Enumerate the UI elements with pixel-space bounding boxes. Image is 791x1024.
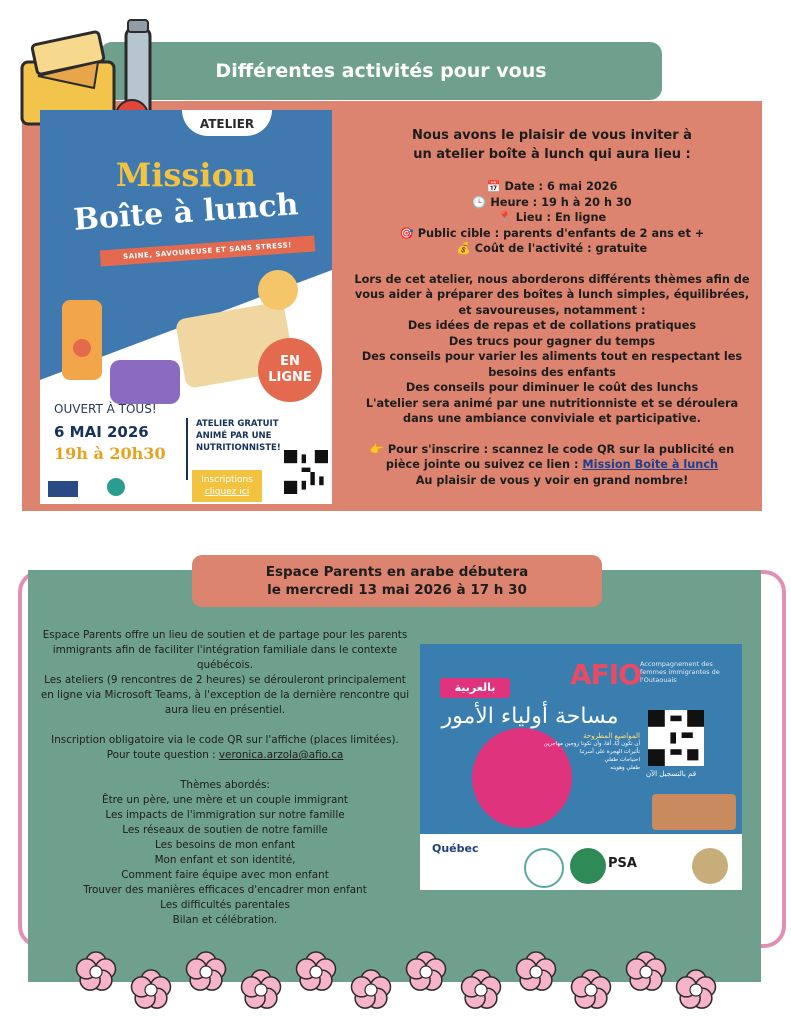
body-item: Des idées de repas et de collations pratiques [407, 319, 697, 332]
theme-item: Trouver des manières efficaces d'encadrer mon enfant [83, 884, 367, 896]
arabic-topic: أن تكون أبًا، أمًا، وأن تكونا زوجين مهاجرين [543, 741, 640, 747]
theme-item: Les impacts de l'immigration sur notre famille [105, 809, 345, 821]
poster-register-line1: Inscriptions [201, 475, 253, 485]
arabic-topics [454, 732, 640, 772]
detail-cost: 💰 Coût de l'activité : gratuite [456, 242, 648, 255]
poster-open: OUVERT À TOUS! [54, 402, 157, 416]
parents-banner-line2: le mercredi 13 mai 2026 à 17 h 30 [267, 582, 527, 598]
poster-register-line2: cliquez ici [204, 487, 250, 497]
arabic-badge: بالعربية [440, 678, 510, 698]
flower-icon [406, 952, 445, 990]
flower-icon [571, 970, 610, 1008]
body-facilitator: L'atelier sera animé par une nutritionniste et se déroulera dans une ambiance conviviale et participative. [365, 396, 739, 425]
poster-subtitle: Boîte à lunch [72, 187, 300, 238]
flower-icon [131, 970, 170, 1008]
poster-free-line1: ATELIER GRATUIT [196, 419, 279, 429]
arabic-topic: طفلي وهويته [610, 765, 640, 771]
poster-free-line2: ANIMÉ PAR UNE [196, 431, 272, 441]
poster-free-note [196, 418, 306, 454]
parents-question [40, 748, 410, 763]
body-item: Des conseils pour varier les aliments tout en respectant les besoins des enfants [361, 350, 743, 379]
partner-logos [46, 475, 166, 501]
register-link[interactable]: Mission Boîte à lunch [582, 458, 719, 471]
afio-tagline: Accompagnement des femmes immigrantes de l'Outaouais [640, 660, 720, 684]
detail-date: 📅 Date : 6 mai 2026 [486, 180, 618, 193]
flower-icon [241, 970, 280, 1008]
invite-line1: Nous avons le plaisir de vous inviter à [412, 128, 692, 143]
qr-code-icon [284, 450, 328, 494]
register-prefix: 👉 Pour s'inscrire : scannez le code QR sur la publicité en pièce jointe ou suivez ce lien : [369, 442, 735, 471]
poster-register-button[interactable] [192, 470, 262, 502]
psa-logo: PSA [608, 856, 637, 871]
municipal-seal [692, 848, 728, 884]
arabic-topic: المواضيع المطروحة [583, 732, 640, 740]
afio-logo: AFIO [570, 658, 642, 691]
flower-icon [516, 952, 555, 990]
flower-icon [626, 952, 665, 990]
parents-banner [192, 555, 602, 607]
online-badge-line2: LIGNE [268, 370, 312, 385]
children-photo [652, 794, 736, 830]
poster-title: Mission [115, 156, 257, 194]
closing-text: Au plaisir de vous y voir en grand nombre! [415, 473, 689, 487]
poster-date: 6 MAI 2026 [54, 423, 149, 441]
theme-item: Bilan et célébration. [172, 914, 278, 926]
parents-banner-line1: Espace Parents en arabe débutera [265, 564, 529, 580]
poster-free-line3: NUTRITIONNISTE! [196, 443, 281, 453]
mission-lunch-poster[interactable] [40, 110, 332, 504]
workshop-invitation [352, 126, 752, 488]
quebec-logo: Québec [432, 842, 479, 855]
parents-para3: Inscription obligatoire via le code QR sur l'affiche (places limitées). [51, 734, 399, 746]
arabic-topic: تأثيرات الهجرة على أسرتنا [579, 749, 640, 755]
detail-hour: 🕒 Heure : 19 h à 20 h 30 [472, 195, 632, 209]
question-prefix: Pour toute question : [106, 749, 219, 761]
qr-code-icon [648, 710, 704, 766]
parents-description [40, 628, 410, 928]
theme-item: Comment faire équipe avec mon enfant [121, 869, 329, 881]
body-item: Des trucs pour gagner du temps [448, 334, 656, 348]
arabic-topic: احتياجات طفلي [604, 757, 640, 763]
theme-item: Être un père, une mère et un couple immigrant [102, 794, 348, 806]
themes-title: Thèmes abordés: [180, 779, 270, 791]
cioc-logo [524, 848, 564, 888]
flower-icon [186, 952, 225, 990]
invite-line2: un atelier boîte à lunch qui aura lieu : [413, 147, 691, 162]
theme-item: Mon enfant et son identité, [154, 854, 296, 866]
activities-banner: Différentes activités pour vous [100, 42, 662, 100]
flower-border [66, 948, 726, 1016]
poster-hour: 19h à 20h30 [54, 444, 166, 463]
poster-tag: ATELIER [182, 110, 272, 136]
theme-item: Les besoins de mon enfant [155, 839, 295, 851]
online-badge-line1: EN [280, 354, 300, 369]
flower-icon [351, 970, 390, 1008]
flower-icon [461, 970, 500, 1008]
detail-audience: 🎯 Public cible : parents d'enfants de 2 ans et + [399, 226, 705, 240]
psa-logo-mark [570, 848, 606, 884]
contact-email-link[interactable]: veronica.arzola@afio.ca [218, 749, 344, 761]
register-text [352, 442, 752, 473]
parents-para2: Les ateliers (9 rencontres de 2 heures) se dérouleront principalement en ligne via Microsoft Teams, à l'exception de la dernière rencontre qui aura lieu en présentiel. [40, 674, 410, 716]
flower-icon [76, 952, 115, 990]
poster-divider [186, 418, 188, 480]
arabic-title: مساحة أولياء الأمور [441, 704, 619, 729]
theme-item: Les réseaux de soutien de notre famille [122, 824, 328, 836]
flower-icon [296, 952, 335, 990]
poster-ribbon: SAINE, SAVOUREUSE ET SANS STRESS! [100, 236, 316, 267]
afio-poster[interactable] [420, 644, 742, 890]
parents-para1: Espace Parents offre un lieu de soutien et de partage pour les parents immigrants afin de faciliter l'intégration familiale dans le contexte québécois. [42, 629, 408, 671]
detail-location: 📍 Lieu : En ligne [497, 211, 607, 224]
online-badge [258, 338, 322, 402]
theme-item: Les difficultés parentales [160, 899, 290, 911]
body-item: Des conseils pour diminuer le coût des lunchs [405, 381, 699, 394]
flower-icon [676, 970, 715, 1008]
register-now-text: قم بالتسجيل الآن [646, 770, 697, 778]
body-intro: Lors de cet atelier, nous aborderons différents thèmes afin de vous aider à préparer des boîtes à lunch simples, équilibrées, et savoureuses, notamment : [354, 272, 750, 317]
